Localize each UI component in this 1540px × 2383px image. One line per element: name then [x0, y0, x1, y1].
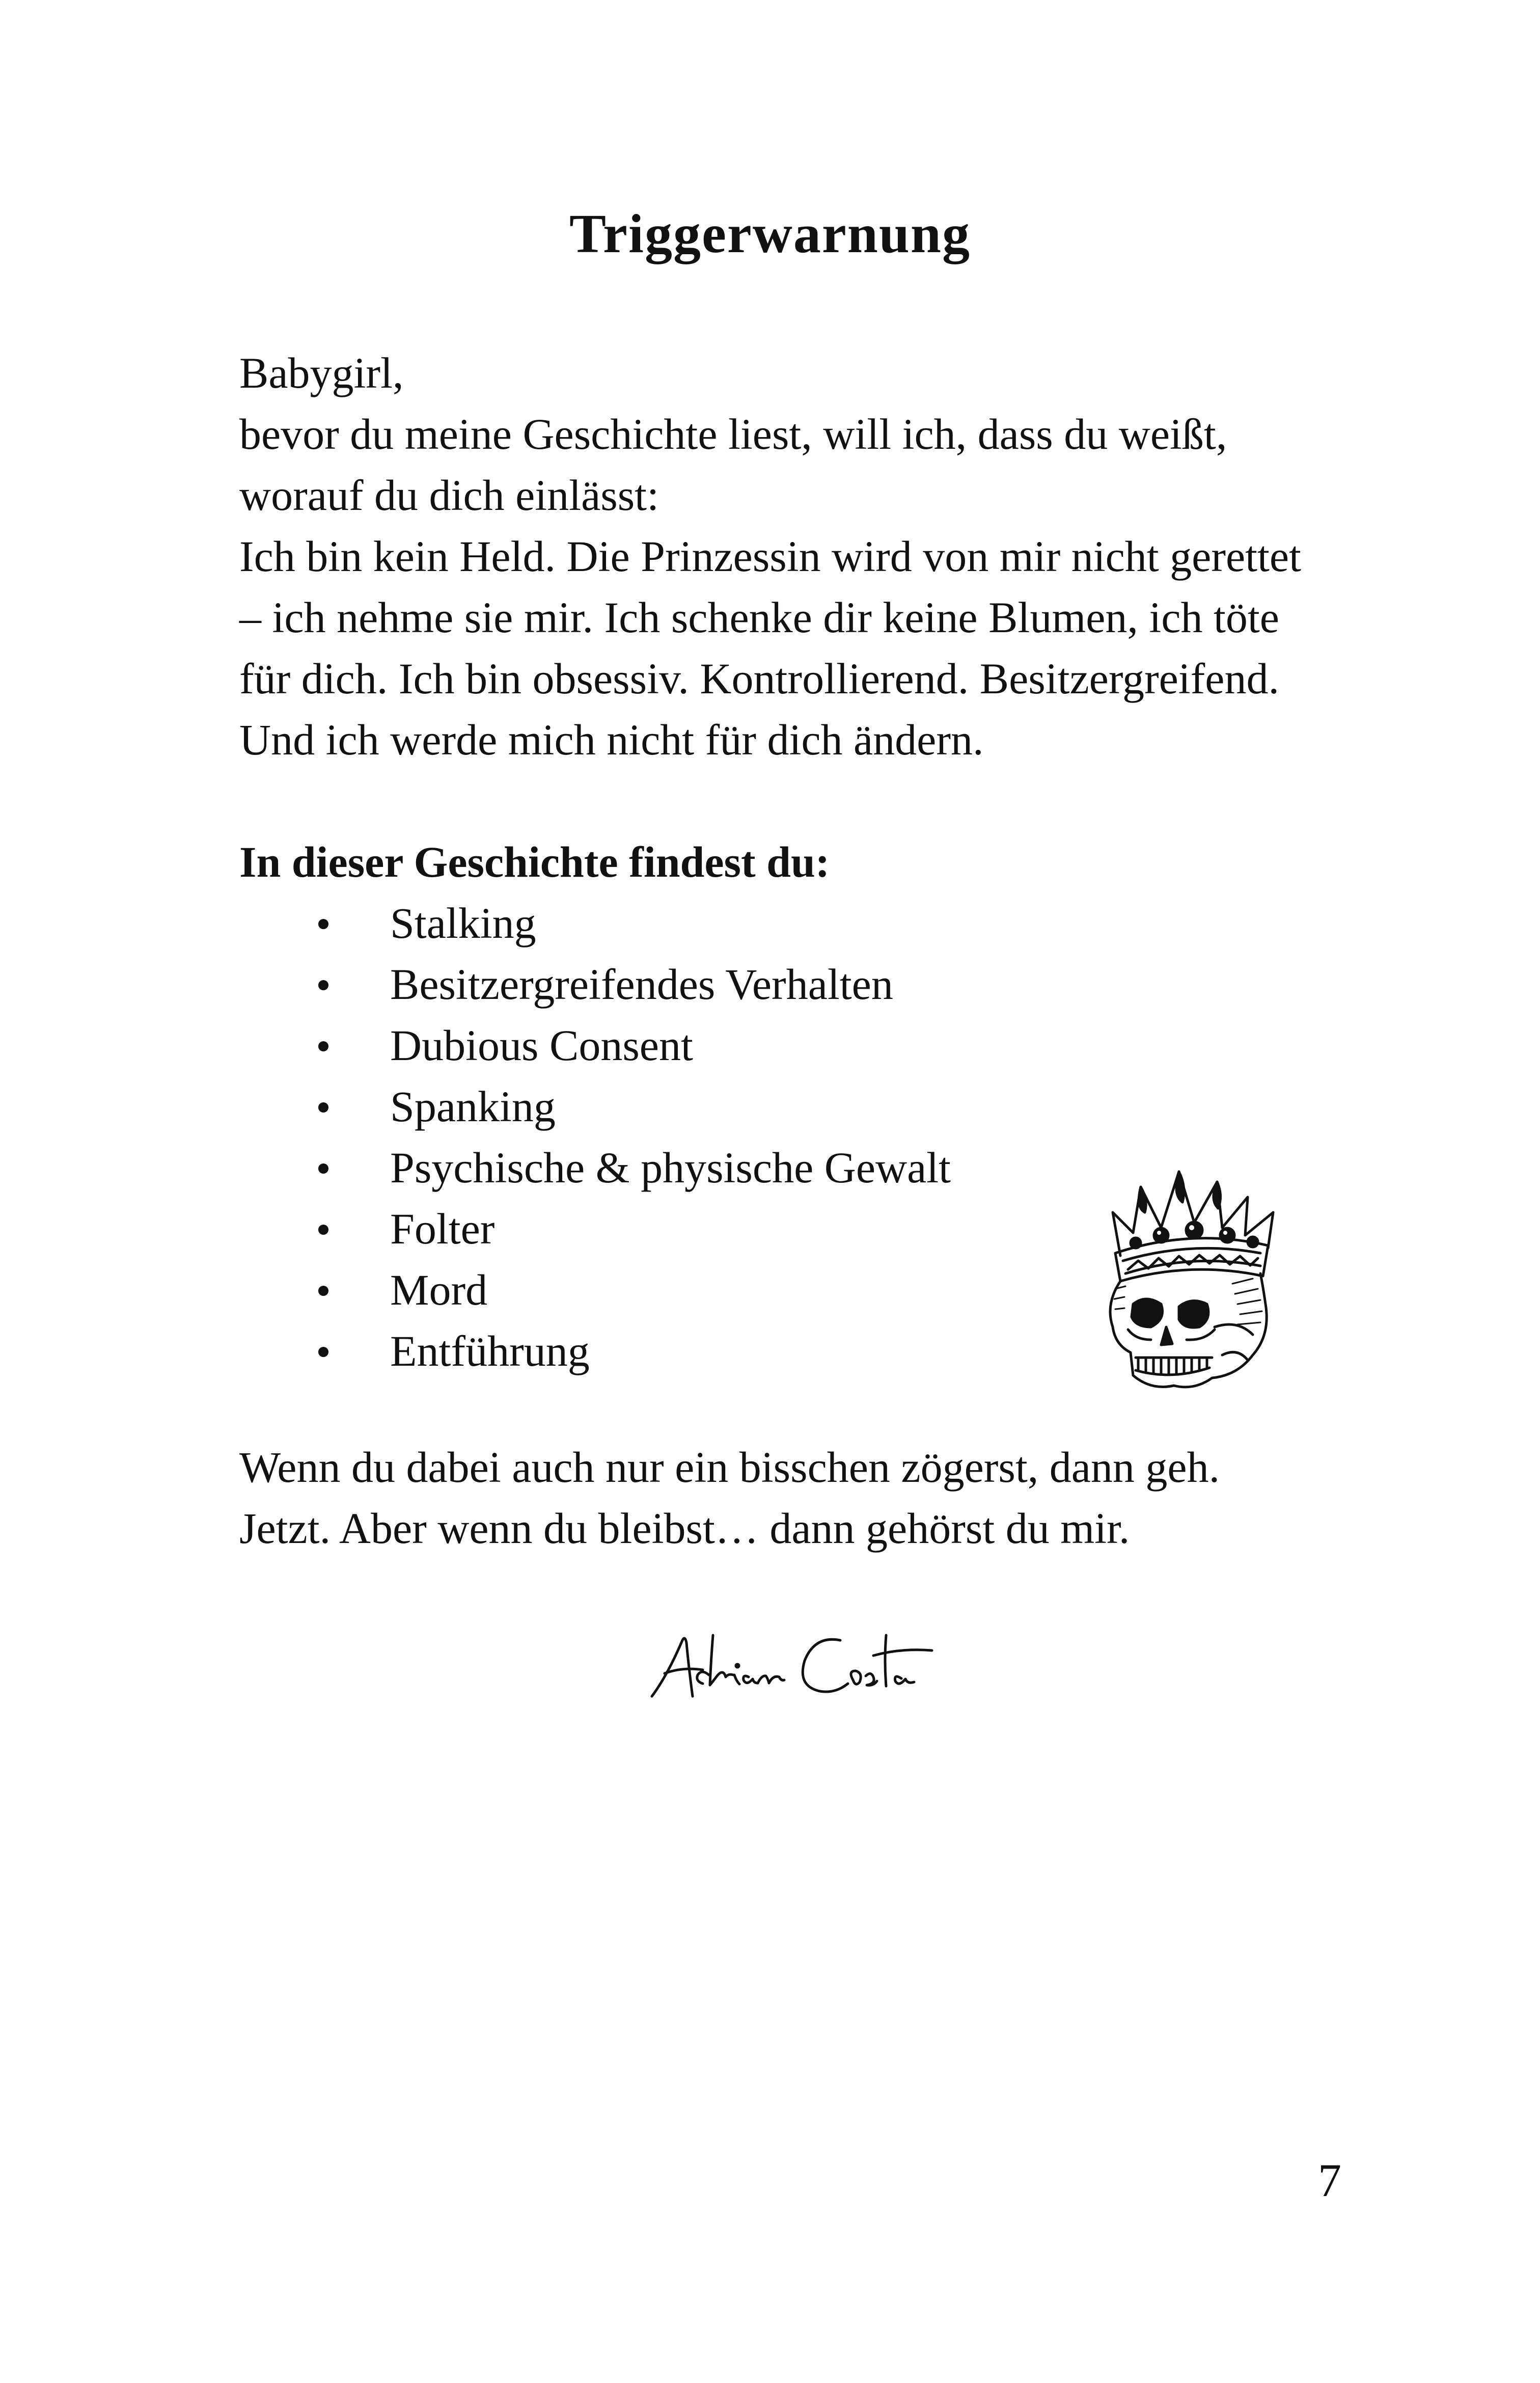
- intro-line: Ich bin kein Held. Die Prinzessin wird von mir nicht gerettet: [239, 532, 1301, 581]
- list-heading: In dieser Geschichte findest du:: [239, 837, 830, 886]
- bullet-icon: [318, 1286, 328, 1296]
- list-item-label: Dubious Consent: [390, 1021, 693, 1070]
- list-item-label: Entführung: [390, 1326, 590, 1375]
- list-item-label: Stalking: [390, 899, 536, 947]
- page-title: Triggerwarnung: [569, 204, 971, 264]
- list-item-label: Mord: [390, 1265, 488, 1314]
- intro-line: Und ich werde mich nicht für dich ändern.: [239, 715, 984, 764]
- bullet-icon: [318, 1163, 328, 1174]
- signature-image: [647, 1620, 952, 1712]
- bullet-icon: [318, 1225, 328, 1235]
- bullet-icon: [318, 1041, 328, 1051]
- list-item-label: Folter: [390, 1204, 495, 1253]
- intro-line: worauf du dich einlässt:: [239, 471, 659, 520]
- bullet-icon: [318, 1347, 328, 1357]
- intro-line: für dich. Ich bin obsessiv. Kontrollierend. Besitzergreifend.: [239, 654, 1279, 703]
- page-number: 7: [1318, 2154, 1341, 2206]
- list-item-label: Psychische & physische Gewalt: [390, 1143, 951, 1192]
- intro-text: [239, 342, 1385, 770]
- closing-text: [239, 1437, 1385, 1559]
- bullet-icon: [318, 980, 328, 990]
- intro-line: bevor du meine Geschichte liest, will ich, dass du weißt,: [239, 410, 1227, 458]
- crowned-skull-illustration: [1085, 1151, 1299, 1396]
- closing-line: Wenn du dabei auch nur ein bisschen zögerst, dann geh.: [239, 1443, 1220, 1492]
- intro-line: Babygirl,: [239, 348, 404, 397]
- list-item-label: Spanking: [390, 1082, 556, 1131]
- closing-line: Jetzt. Aber wenn du bleibst… dann gehörst du mir.: [239, 1504, 1130, 1553]
- intro-line: – ich nehme sie mir. Ich schenke dir keine Blumen, ich töte: [239, 593, 1279, 642]
- list-item-label: Besitzergreifendes Verhalten: [390, 960, 893, 1009]
- bullet-icon: [318, 919, 328, 929]
- bullet-icon: [318, 1102, 328, 1113]
